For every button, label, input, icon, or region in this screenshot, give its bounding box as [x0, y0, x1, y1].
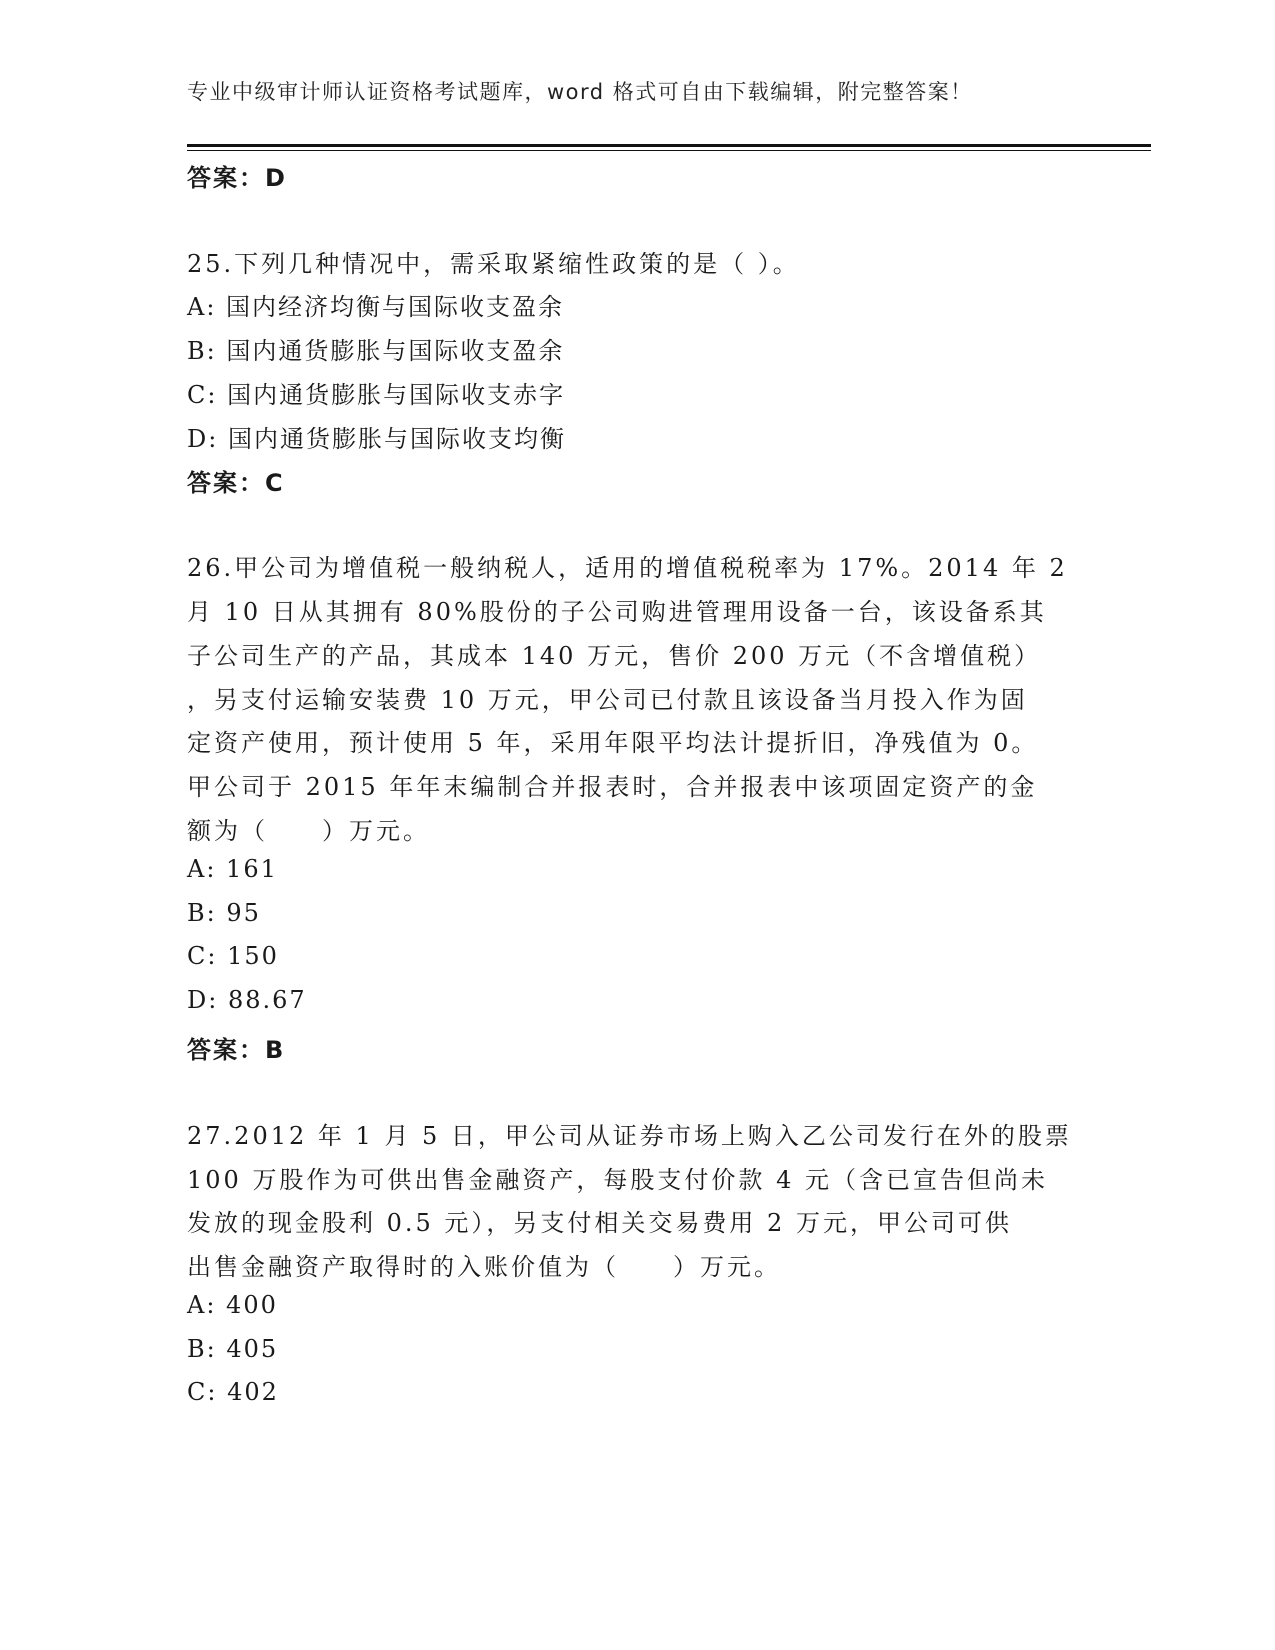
- question-25-option-c: C: 国内通货膨胀与国际收支赤字: [187, 381, 566, 409]
- question-26-stem-line-6: 甲公司于 2015 年年末编制合并报表时，合并报表中该项固定资产的金: [187, 773, 1038, 801]
- question-26-option-b: B: 95: [187, 899, 261, 927]
- question-25-option-a: A: 国内经济均衡与国际收支盈余: [187, 293, 565, 321]
- answer-24: 答案：D: [187, 164, 287, 192]
- question-27-option-c: C: 402: [187, 1378, 279, 1406]
- question-26-stem-line-3: 子公司生产的产品，其成本 140 万元，售价 200 万元（不含增值税）: [187, 642, 1042, 670]
- header-rule-thin: [187, 150, 1151, 151]
- question-25-option-d: D: 国内通货膨胀与国际收支均衡: [187, 425, 566, 453]
- question-27-stem-line-3: 发放的现金股利 0.5 元），另支付相关交易费用 2 万元，甲公司可供: [187, 1209, 1012, 1237]
- question-25-option-b: B: 国内通货膨胀与国际收支盈余: [187, 337, 565, 365]
- page-header: 专业中级审计师认证资格考试题库，word 格式可自由下载编辑，附完整答案！: [187, 80, 973, 104]
- question-26-stem-line-2: 月 10 日从其拥有 80%股份的子公司购进管理用设备一台，该设备系其: [187, 598, 1047, 626]
- question-26-stem-line-4: ，另支付运输安装费 10 万元，甲公司已付款且该设备当月投入作为固: [187, 686, 1028, 714]
- question-27-option-a: A: 400: [187, 1291, 278, 1319]
- question-25-stem: 25.下列几种情况中，需采取紧缩性政策的是（ ）。: [187, 250, 800, 278]
- header-rule-thick: [187, 144, 1151, 147]
- question-27-stem-line-2: 100 万股作为可供出售金融资产，每股支付价款 4 元（含已宣告但尚未: [187, 1166, 1048, 1194]
- question-27-stem-line-4: 出售金融资产取得时的入账价值为（ ）万元。: [187, 1253, 781, 1281]
- question-27-stem-line-1: 27.2012 年 1 月 5 日，甲公司从证券市场上购入乙公司发行在外的股票: [187, 1122, 1072, 1150]
- question-26-stem-line-5: 定资产使用，预计使用 5 年，采用年限平均法计提折旧，净残值为 0。: [187, 729, 1039, 757]
- question-26-option-a: A: 161: [187, 855, 278, 883]
- question-26-stem-line-1: 26.甲公司为增值税一般纳税人，适用的增值税税率为 17%。2014 年 2: [187, 554, 1068, 582]
- question-27-option-b: B: 405: [187, 1335, 279, 1363]
- answer-25: 答案：C: [187, 469, 285, 497]
- answer-26: 答案：B: [187, 1036, 286, 1064]
- question-26-option-d: D: 88.67: [187, 986, 307, 1014]
- question-26-option-c: C: 150: [187, 942, 279, 970]
- question-26-stem-line-7: 额为（ ）万元。: [187, 817, 430, 845]
